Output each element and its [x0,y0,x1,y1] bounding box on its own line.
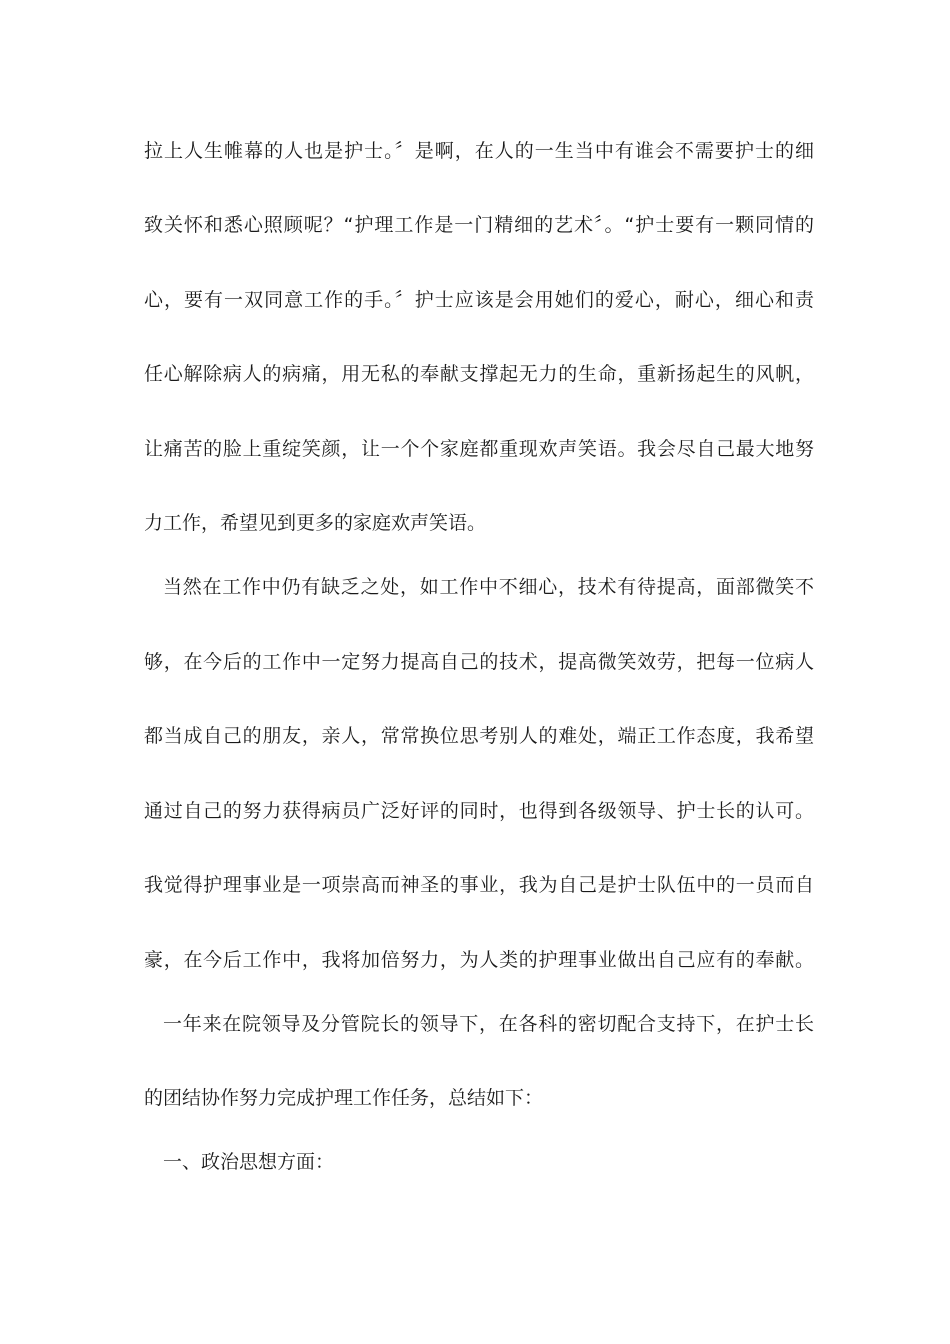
paragraph-line: 拉上人生帷幕的人也是护士。〞是啊，在人的一生当中有谁会不需要护士的细 [144,140,814,162]
paragraph-line: 一年来在院领导及分管院长的领导下，在各科的密切配合支持下，在护士长 [163,1013,814,1035]
paragraph-line: 力工作，希望见到更多的家庭欢声笑语。 [144,512,487,534]
paragraph-line: 都当成自己的朋友，亲人，常常换位思考别人的难处，端正工作态度，我希望 [144,725,814,747]
paragraph-line: 当然在工作中仍有缺乏之处，如工作中不细心，技术有待提高，面部微笑不 [163,576,814,598]
paragraph-line: 够，在今后的工作中一定努力提高自己的技术，提高微笑效劳，把每一位病人 [144,651,814,673]
paragraph-line: 我觉得护理事业是一项崇高而神圣的事业，我为自己是护士队伍中的一员而自 [144,874,814,896]
paragraph-line: 的团结协作努力完成护理工作任务，总结如下： [144,1087,544,1109]
paragraph-line: 通过自己的努力获得病员广泛好评的同时，也得到各级领导、护士长的认可。 [144,800,814,822]
paragraph-line: 任心解除病人的病痛，用无私的奉献支撑起无力的生命，重新扬起生的风帆， [144,363,814,385]
paragraph-line: 让痛苦的脸上重绽笑颜，让一个个家庭都重现欢声笑语。我会尽自己最大地努 [144,438,814,460]
paragraph-line: 豪，在今后工作中，我将加倍努力，为人类的护理事业做出自己应有的奉献。 [144,949,814,971]
paragraph-line: 致关怀和悉心照顾呢？“护理工作是一门精细的艺术〞。“护士要有一颗同情的 [144,214,814,236]
paragraph-line: 心，要有一双同意工作的手。〞护士应该是会用她们的爱心，耐心，细心和责 [144,289,814,311]
section-heading: 一、政治思想方面： [163,1151,335,1173]
